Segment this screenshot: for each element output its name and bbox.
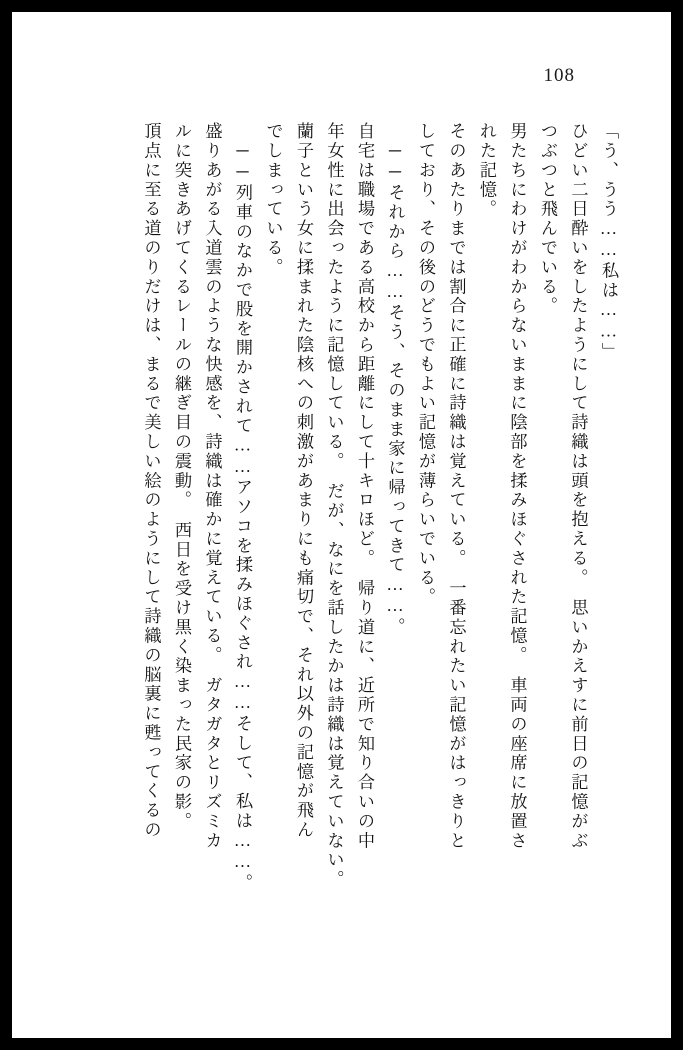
- body-paragraph: 自宅は職場である高校から距離にして十キロほど。 帰り道に、近所で知り合いの中: [355, 122, 374, 851]
- page-border-right: [671, 0, 683, 1050]
- body-paragraph: 蘭子という女に揉まれた陰核への刺激があまりにも痛切で、それ以外の記憶が飛ん: [294, 122, 313, 840]
- body-paragraph: 盛りあがる入道雲のような快感を、詩織は確かに覚えている。 ガタガタとリズミカ: [202, 122, 222, 851]
- body-paragraph: 年女性に出会ったように記憶している。 だが、なにを話したかは詩織は覚えていない。: [324, 122, 344, 890]
- body-paragraph: れた記憶。: [477, 122, 496, 219]
- body-paragraph: ──それから……そう、そのまま家に帰ってきて……。: [385, 141, 405, 637]
- body-paragraph: ひどい二日酔いをしたようにして詩織は頭を抱える。 思いかえすに前日の記憶がぶ: [568, 122, 588, 851]
- body-paragraph: つぶつと飛んでいる。: [538, 122, 557, 316]
- page-border-left: [0, 0, 12, 1050]
- body-paragraph: そのあたりまでは割合に正確に詩織は覚えている。 一番忘れたい記憶がはっきりと: [446, 122, 466, 851]
- body-paragraph: ルに突きあげてくるレールの継ぎ目の震動。 西日を受け黒く染まった民家の影。: [172, 122, 191, 832]
- body-paragraph: 「う、うう……私は……」: [599, 122, 618, 362]
- page-border-top: [0, 0, 683, 12]
- page-content-area: [12, 12, 671, 1038]
- body-paragraph: 頂点に至る道のりだけは、まるで美しい絵のようにして詩織の脳裏に甦ってくるの: [141, 122, 161, 840]
- body-text: [55, 122, 623, 984]
- body-paragraph: ──列車のなかで股を開かされて……アソコを揉みほぐされ……そして、私は……。: [233, 141, 252, 893]
- page-border-bottom: [0, 1038, 683, 1050]
- body-paragraph: 男たちにわけがわからないままに陰部を揉みほぐされた記憶。 車両の座席に放置さ: [507, 122, 527, 851]
- page-number: 108: [543, 65, 575, 86]
- body-paragraph: しており、その後のどうでもよい記憶が薄らいでいる。: [416, 122, 435, 607]
- body-paragraph: でしまっている。: [263, 122, 283, 278]
